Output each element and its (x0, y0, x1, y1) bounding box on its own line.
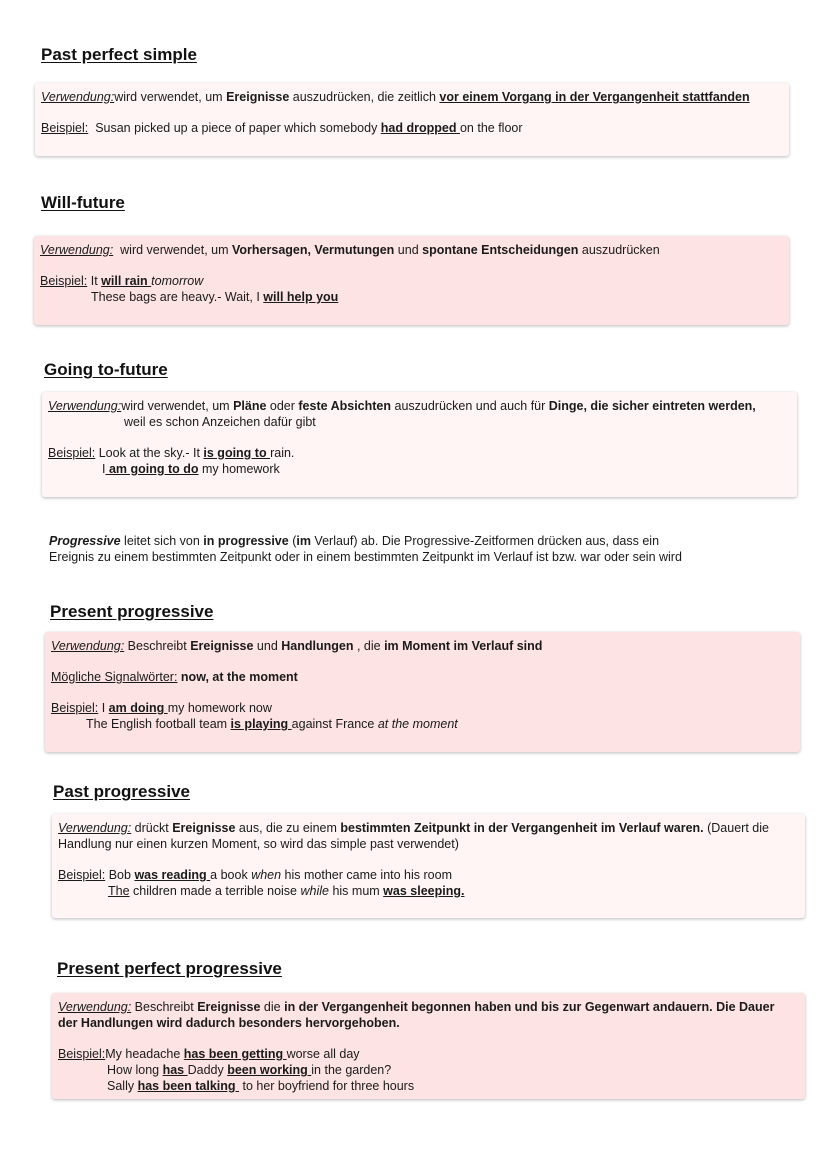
usage-label: Verwendung: (40, 243, 114, 257)
text: against France (291, 717, 378, 731)
text: has been getting (183, 1047, 287, 1061)
text: I (102, 462, 106, 476)
text: drückt (131, 821, 173, 835)
usage-line (48, 398, 789, 414)
text: his mum (328, 884, 384, 898)
text: vor einem Vorgang in der Vergangenheit stattfanden (439, 90, 750, 104)
text: ( (288, 534, 297, 548)
progressive-intro (49, 533, 789, 565)
text: It (87, 274, 102, 288)
text: to her boyfriend for three hours (239, 1079, 415, 1093)
text: Sally (107, 1079, 138, 1093)
usage-label: Verwendung: (58, 821, 132, 835)
example-line (51, 700, 792, 716)
heading-past-perfect-simple: Past perfect simple (41, 45, 197, 64)
text: been working (227, 1063, 312, 1077)
text: his mother came into his room (281, 868, 452, 882)
text: Progressive (49, 534, 121, 548)
example-label: Beispiel: (58, 1047, 106, 1061)
example-line (58, 1046, 797, 1062)
text: leitet sich von (120, 534, 204, 548)
text: wird verwendet, um (114, 90, 227, 104)
text: at the moment (377, 717, 458, 731)
usage-label: Verwendung: (48, 399, 122, 413)
text: rain. (270, 446, 295, 460)
text: Beschreibt (131, 1000, 198, 1014)
text: Handlungen (281, 639, 354, 653)
example-line (58, 883, 797, 899)
text: is going to (203, 446, 271, 460)
text: The English football team (86, 717, 231, 731)
text: die (260, 1000, 285, 1014)
example-line (48, 461, 789, 477)
text: will rain (101, 274, 152, 288)
text: , die (353, 639, 385, 653)
heading-present-perfect-progressive: Present perfect progressive (57, 959, 282, 978)
text: Ereignis zu einem bestimmten Zeitpunkt oder in einem bestimmten Zeitpunkt im Verlauf ist bzw. war oder sein wird (49, 550, 682, 564)
usage-line (41, 89, 781, 105)
text: Ereignisse (197, 1000, 261, 1014)
card-past-perfect-simple (35, 83, 789, 156)
card-going-to-future (42, 392, 797, 497)
text: auszudrücken, die zeitlich (289, 90, 440, 104)
example-line (51, 716, 792, 732)
usage-line (51, 638, 792, 654)
example-line (41, 120, 781, 136)
example-label: Beispiel: (40, 274, 88, 288)
text: The (108, 884, 130, 898)
example-line (58, 1062, 797, 1078)
text: has (162, 1063, 188, 1077)
text: Beschreibt (124, 639, 191, 653)
text: my homework now (167, 701, 272, 715)
text: aus, die zu einem (235, 821, 341, 835)
text: when (251, 868, 282, 882)
usage-label: Verwendung: (58, 1000, 132, 1014)
text: in the garden? (311, 1063, 392, 1077)
text: will help you (263, 290, 339, 304)
example-label: Beispiel: (51, 701, 99, 715)
text: weil es schon Anzeichen dafür gibt (124, 415, 316, 429)
text: Look at the sky.- It (95, 446, 204, 460)
text: had dropped (380, 121, 460, 135)
example-label: Beispiel: (41, 121, 89, 135)
text: bestimmten Zeitpunkt in der Vergangenheit im Verlauf waren. (340, 821, 704, 835)
text: is playing (230, 717, 292, 731)
text: now, at the moment (177, 670, 298, 684)
text: on the floor (459, 121, 523, 135)
text: worse all day (286, 1047, 360, 1061)
text: These bags are heavy.- Wait, I (91, 290, 264, 304)
usage-line (58, 1015, 797, 1031)
text: Verlauf) ab. Die Progressive-Zeitformen drücken aus, dass ein (310, 534, 660, 548)
example-label: Beispiel: (58, 868, 106, 882)
heading-will-future: Will-future (41, 193, 125, 212)
card-will-future (34, 236, 789, 325)
example-line (40, 289, 781, 305)
text: Pläne (233, 399, 267, 413)
text: Vorhersagen, Vermutungen (232, 243, 395, 257)
text: while (300, 884, 329, 898)
usage-line (58, 836, 797, 852)
text: was sleeping. (383, 884, 465, 898)
text: Daddy (187, 1063, 228, 1077)
text: How long (107, 1063, 163, 1077)
example-line (58, 867, 797, 883)
text: was reading (134, 868, 211, 882)
usage-label: Verwendung: (51, 639, 125, 653)
text: Ereignisse (190, 639, 254, 653)
card-present-perfect-progressive (52, 993, 805, 1099)
heading-going-to-future: Going to-future (44, 360, 168, 379)
text: Dinge, die sicher eintreten werden, (548, 399, 756, 413)
text: wird verwendet, um (121, 399, 234, 413)
text: My headache (105, 1047, 184, 1061)
text: spontane Entscheidungen (422, 243, 579, 257)
text: in progressive (203, 534, 289, 548)
example-line (40, 273, 781, 289)
usage-label: Verwendung: (41, 90, 115, 104)
text: oder (266, 399, 299, 413)
text: (Dauert die (703, 821, 769, 835)
text: children made a terrible noise (129, 884, 301, 898)
text: auszudrücken und auch für (391, 399, 549, 413)
text: Susan picked up a piece of paper which somebody (88, 121, 381, 135)
text: tomorrow (151, 274, 204, 288)
text: Handlung nur einen kurzen Moment, so wird das simple past verwendet) (58, 837, 459, 851)
text: der Handlungen wird dadurch besonders hervorgehoben. (58, 1016, 400, 1030)
text: auszudrücken (578, 243, 660, 257)
card-past-progressive (52, 814, 805, 918)
heading-past-progressive: Past progressive (53, 782, 191, 801)
text: Ereignisse (226, 90, 290, 104)
text: feste Absichten (298, 399, 392, 413)
heading-present-progressive: Present progressive (50, 602, 214, 621)
text: in der Vergangenheit begonnen haben und bis zur Gegenwart andauern. Die Dauer (284, 1000, 775, 1014)
text: I (98, 701, 109, 715)
example-line (58, 1078, 797, 1094)
text: im (296, 534, 311, 548)
text: und (394, 243, 423, 257)
card-present-progressive (45, 632, 800, 752)
usage-line (58, 820, 797, 836)
text: Ereignisse (172, 821, 236, 835)
text: im Moment im Verlauf sind (384, 639, 543, 653)
text: a book (210, 868, 252, 882)
text: am going to do (105, 462, 199, 476)
text: has been talking (137, 1079, 239, 1093)
usage-line (40, 242, 781, 258)
text: Bob (105, 868, 135, 882)
text: my homework (198, 462, 280, 476)
signal-words-line (51, 669, 792, 685)
example-line (48, 445, 789, 461)
text: wird verwendet, um (113, 243, 232, 257)
text: am doing (108, 701, 168, 715)
text: und (253, 639, 282, 653)
usage-line (48, 414, 789, 430)
example-label: Beispiel: (48, 446, 96, 460)
signal-label: Mögliche Signalwörter: (51, 670, 178, 684)
usage-line (58, 999, 797, 1015)
